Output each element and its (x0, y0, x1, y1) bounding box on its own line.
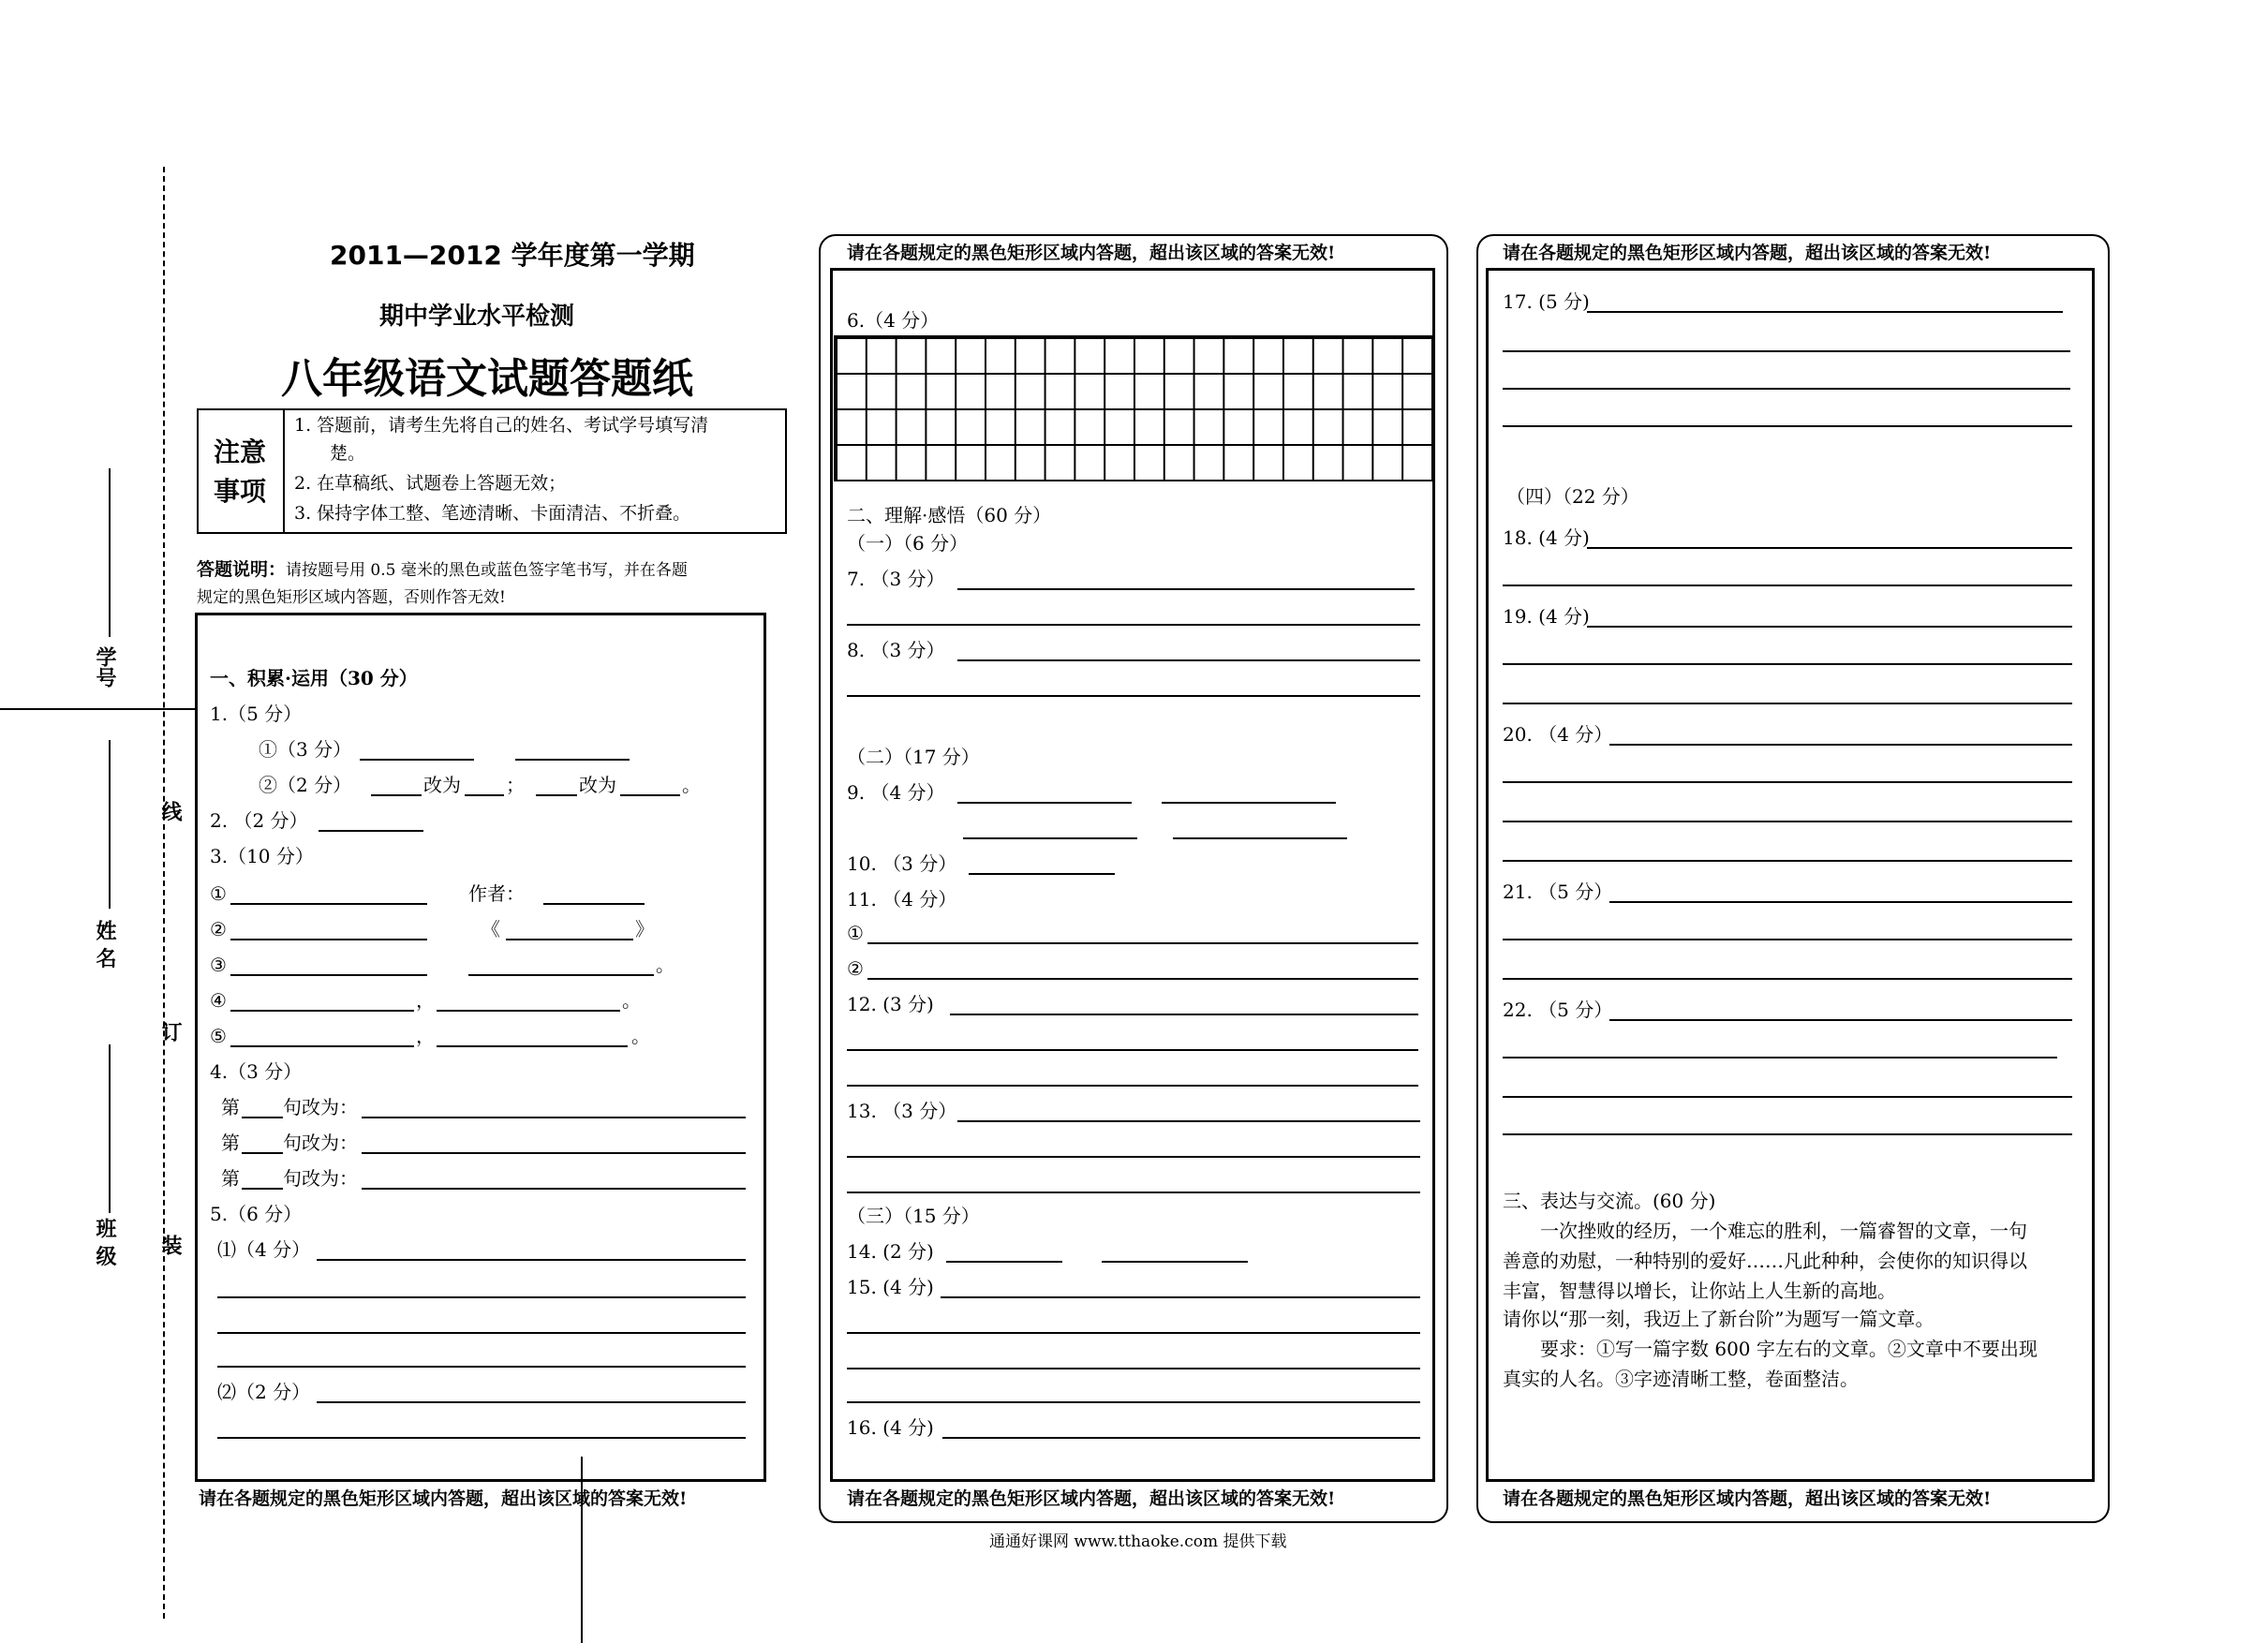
label-xian: 线 (158, 801, 182, 822)
notice-label-cell (199, 410, 285, 532)
q3-c5-answer-1[interactable] (230, 1045, 414, 1047)
q15-answer-3[interactable] (847, 1368, 1420, 1369)
q8-answer-1[interactable] (957, 659, 1420, 661)
q17-answer-3[interactable] (1503, 388, 2070, 390)
q22-answer-2[interactable] (1503, 1057, 2057, 1058)
q3-c5-period: 。 (631, 1025, 650, 1047)
q18-label: 18. (4 分) (1503, 526, 1590, 549)
part-3-title: （三）（15 分） (847, 1205, 980, 1227)
essay-line-6: 真实的人名。③字迹清晰工整，卷面整洁。 (1503, 1368, 1859, 1390)
q8-label: 8. （3 分） (847, 639, 945, 661)
q3-c1-answer[interactable] (230, 903, 427, 905)
q21-label: 21. （5 分） (1503, 881, 1613, 903)
q14-answer-1[interactable] (946, 1261, 1062, 1263)
q4-row3-answer[interactable] (362, 1188, 746, 1190)
q3-c2: ② (210, 918, 227, 940)
q8-answer-2[interactable] (847, 695, 1420, 697)
q22-label: 22. （5 分） (1503, 999, 1613, 1021)
q17-answer-1[interactable] (1587, 311, 2063, 313)
q3-c1: ① (210, 882, 227, 905)
q3-label: 3.（10 分） (210, 845, 314, 867)
q4-row1-answer[interactable] (362, 1117, 746, 1118)
q17-answer-2[interactable] (1503, 350, 2070, 352)
q15-label: 15. (4 分) (847, 1276, 934, 1298)
q3-c3: ③ (210, 954, 227, 976)
q1b-answer-4[interactable] (620, 794, 680, 796)
q3-c2-answer[interactable] (230, 939, 427, 940)
header-exam: 期中学业水平检测 (379, 303, 575, 331)
q4-row2-di: 第 (221, 1132, 240, 1154)
q7-answer-1[interactable] (957, 588, 1415, 590)
header-year: 2011—2012 学年度第一学期 (330, 240, 695, 271)
field-banji-line (109, 1044, 111, 1213)
q3-c4: ④ (210, 989, 227, 1012)
q19-answer-1[interactable] (1587, 626, 2072, 628)
q3-c4-comma: ， (416, 989, 435, 1012)
q22-answer-3[interactable] (1503, 1096, 2072, 1098)
label-banji: 班 级 (93, 1218, 116, 1266)
q3-c4-period: 。 (622, 989, 641, 1012)
label-ding: 订 (158, 1021, 182, 1042)
warning-bottom-3: 请在各题规定的黑色矩形区域内答题，超出该区域的答案无效! (1503, 1488, 1992, 1509)
q21-answer-3[interactable] (1503, 978, 2072, 980)
q5a-label: ⑴（4 分） (217, 1238, 311, 1261)
q20-answer-1[interactable] (1609, 744, 2072, 746)
q6-label: 6.（4 分） (847, 309, 940, 332)
q21-answer-1[interactable] (1609, 901, 2072, 903)
q4-row3-text: 句改为： (283, 1167, 358, 1190)
q11-c1-answer[interactable] (867, 942, 1418, 944)
q4-row1-num[interactable] (242, 1117, 283, 1118)
q11-label: 11. （4 分） (847, 888, 957, 910)
q9-answer-2[interactable] (1162, 802, 1336, 804)
q15-answer-2[interactable] (847, 1332, 1420, 1334)
instructions-label: 答题说明： (197, 559, 287, 580)
q1a-answer-2[interactable] (515, 759, 630, 761)
q19-answer-2[interactable] (1503, 663, 2072, 665)
q20-answer-4[interactable] (1503, 860, 2072, 862)
q20-answer-3[interactable] (1503, 821, 2072, 822)
essay-line-2: 善意的劝慰，一种特别的爱好……凡此种种，会使你的知识得以 (1503, 1250, 2027, 1272)
q5a-answer-1[interactable] (317, 1259, 746, 1261)
q14-answer-2[interactable] (1102, 1261, 1248, 1263)
q15-answer-4[interactable] (847, 1401, 1420, 1403)
q1b-sep: ； (506, 774, 525, 796)
part-2-title: （二）（17 分） (847, 746, 980, 768)
q11-c1: ① (847, 922, 864, 944)
label-xingming: 姓 名 (93, 920, 116, 969)
instructions-line-2: 规定的黑色矩形区域内答题，否则作答无效! (197, 588, 506, 607)
instructions-text-1: 请按题号用 0.5 毫米的黑色或蓝色签字笔书写，并在各题 (286, 561, 688, 580)
q3-c4-answer-1[interactable] (230, 1010, 414, 1012)
instructions-line-1 (197, 558, 688, 582)
q13-label: 13. （3 分） (847, 1100, 957, 1122)
q1a-label: ①（3 分） (259, 738, 352, 761)
q2-answer[interactable] (319, 830, 423, 832)
q17-label: 17. (5 分) (1503, 290, 1590, 313)
q19-label: 19. (4 分) (1503, 605, 1590, 628)
essay-line-1: 一次挫败的经历，一个难忘的胜利，一篇睿智的文章，一句 (1540, 1220, 2027, 1242)
notice-item-1-cont: 楚。 (330, 443, 366, 464)
q1-label: 1.（5 分） (210, 703, 303, 725)
q21-answer-2[interactable] (1503, 939, 2072, 940)
notice-item-2: 2. 在草稿纸、试题卷上答题无效； (294, 473, 567, 494)
q14-label: 14. (2 分) (847, 1240, 934, 1263)
q5b-answer-2[interactable] (217, 1437, 746, 1439)
label-xuehao: 学号 (93, 646, 116, 688)
q9-answer-4[interactable] (1173, 837, 1347, 839)
q3-book-answer[interactable] (506, 939, 633, 940)
q18-answer-1[interactable] (1587, 547, 2072, 549)
notice-item-1: 1. 答题前，请考生先将自己的姓名、考试学号填写清 (294, 415, 709, 436)
q9-answer-3[interactable] (963, 837, 1137, 839)
q1b-label: ②（2 分） (259, 774, 352, 796)
q3-c3-answer-1[interactable] (230, 974, 427, 976)
page-title: 八年级语文试题答题纸 (281, 355, 693, 403)
q3-c5: ⑤ (210, 1025, 227, 1047)
q20-label: 20. （4 分） (1503, 723, 1613, 746)
q22-answer-4[interactable] (1503, 1133, 2072, 1135)
q2-label: 2. （2 分） (210, 809, 308, 832)
warning-top-2: 请在各题规定的黑色矩形区域内答题，超出该区域的答案无效! (847, 243, 1336, 263)
q3-c5-answer-2[interactable] (437, 1045, 628, 1047)
q5b-label: ⑵（2 分） (217, 1381, 311, 1403)
q5a-answer-2[interactable] (217, 1296, 746, 1298)
notice-box (197, 408, 787, 534)
q16-answer[interactable] (942, 1437, 1420, 1439)
field-xingming-line (109, 740, 111, 909)
q4-row2-answer[interactable] (362, 1152, 746, 1154)
notice-item-3: 3. 保持字体工整、笔迹清晰、卡面清洁、不折叠。 (294, 503, 691, 524)
q4-label: 4.（3 分） (210, 1060, 303, 1083)
q17-answer-4[interactable] (1503, 425, 2072, 427)
footer-credit: 通通好课网 www.tthaoke.com 提供下载 (989, 1532, 1287, 1551)
q6-writing-grid[interactable] (834, 335, 1433, 481)
q3-author-label: 作者： (468, 882, 525, 905)
binding-dotted-line (163, 167, 165, 1619)
q10-answer[interactable] (969, 873, 1115, 875)
section-2-title: 二、理解·感悟（60 分） (847, 504, 1052, 526)
q19-answer-3[interactable] (1503, 703, 2072, 704)
part-1-title: （一）（6 分） (847, 532, 969, 555)
warning-bottom-1: 请在各题规定的黑色矩形区域内答题，超出该区域的答案无效! (199, 1488, 688, 1509)
binding-vertical-line (581, 1457, 583, 1643)
q3-c3-answer-2[interactable] (468, 974, 654, 976)
q12-answer-1[interactable] (950, 1014, 1418, 1015)
q16-label: 16. (4 分) (847, 1416, 934, 1439)
essay-line-3: 丰富，智慧得以增长，让你站上人生新的高地。 (1503, 1280, 1896, 1302)
notice-label-2: 事项 (214, 476, 267, 507)
q4-row3-di: 第 (221, 1167, 240, 1190)
q9-label: 9. （4 分） (847, 781, 945, 804)
essay-line-5: 要求：①写一篇字数 600 字左右的文章。②文章中不要出现 (1540, 1338, 2038, 1360)
q3-author-answer[interactable] (543, 903, 645, 905)
q11-c2-answer[interactable] (867, 978, 1418, 980)
q13-answer-3[interactable] (847, 1192, 1420, 1193)
q1b-period: 。 (682, 774, 701, 796)
q10-label: 10. （3 分） (847, 852, 957, 875)
warning-bottom-2: 请在各题规定的黑色矩形区域内答题，超出该区域的答案无效! (847, 1488, 1336, 1509)
q13-answer-2[interactable] (847, 1156, 1420, 1158)
q1b-gaiwei-1: 改为 (423, 774, 461, 796)
q3-c3-period: 。 (656, 954, 674, 976)
q3-book-close: 》 (635, 918, 654, 940)
q5a-answer-4[interactable] (217, 1366, 746, 1368)
q22-answer-1[interactable] (1609, 1019, 2072, 1021)
q12-label: 12. (3 分) (847, 993, 934, 1015)
notice-label-1: 注意 (214, 437, 267, 467)
q18-answer-2[interactable] (1503, 585, 2072, 586)
q7-label: 7. （3 分） (847, 568, 945, 590)
q7-answer-2[interactable] (847, 624, 1420, 626)
q1b-answer-2[interactable] (465, 794, 504, 796)
q12-answer-3[interactable] (847, 1085, 1418, 1087)
label-zhuang: 装 (158, 1235, 182, 1255)
q1b-answer-1[interactable] (371, 794, 422, 796)
warning-top-3: 请在各题规定的黑色矩形区域内答题，超出该区域的答案无效! (1503, 243, 1992, 263)
part-4-title: （四）（22 分） (1506, 485, 1639, 508)
q4-row2-text: 句改为： (283, 1132, 358, 1154)
q5-label: 5.（6 分） (210, 1203, 303, 1225)
q9-answer-1[interactable] (957, 802, 1132, 804)
q4-row1-di: 第 (221, 1096, 240, 1118)
q12-answer-2[interactable] (847, 1049, 1418, 1051)
section-1-title: 一、积累·运用（30 分） (210, 667, 418, 689)
q3-book-open: 《 (482, 918, 500, 940)
section-3-title: 三、表达与交流。(60 分) (1503, 1190, 1716, 1212)
q3-c4-answer-2[interactable] (437, 1010, 620, 1012)
field-xuehao-line (109, 468, 111, 637)
q5a-answer-3[interactable] (217, 1332, 746, 1334)
binding-horizontal-line (0, 708, 197, 710)
q1b-answer-3[interactable] (536, 794, 577, 796)
q1a-answer-1[interactable] (360, 759, 474, 761)
q11-c2: ② (847, 957, 864, 980)
q4-row3-num[interactable] (242, 1188, 283, 1190)
q5b-answer-1[interactable] (317, 1401, 746, 1403)
q4-row2-num[interactable] (242, 1152, 283, 1154)
q15-answer-1[interactable] (941, 1296, 1420, 1298)
essay-line-4: 请你以“那一刻，我迈上了新台阶”为题写一篇文章。 (1503, 1308, 1934, 1330)
q4-row1-text: 句改为： (283, 1096, 358, 1118)
q20-answer-2[interactable] (1503, 781, 2072, 783)
q13-answer-1[interactable] (957, 1120, 1420, 1122)
q1b-gaiwei-2: 改为 (579, 774, 616, 796)
q3-c5-comma: ， (416, 1025, 435, 1047)
